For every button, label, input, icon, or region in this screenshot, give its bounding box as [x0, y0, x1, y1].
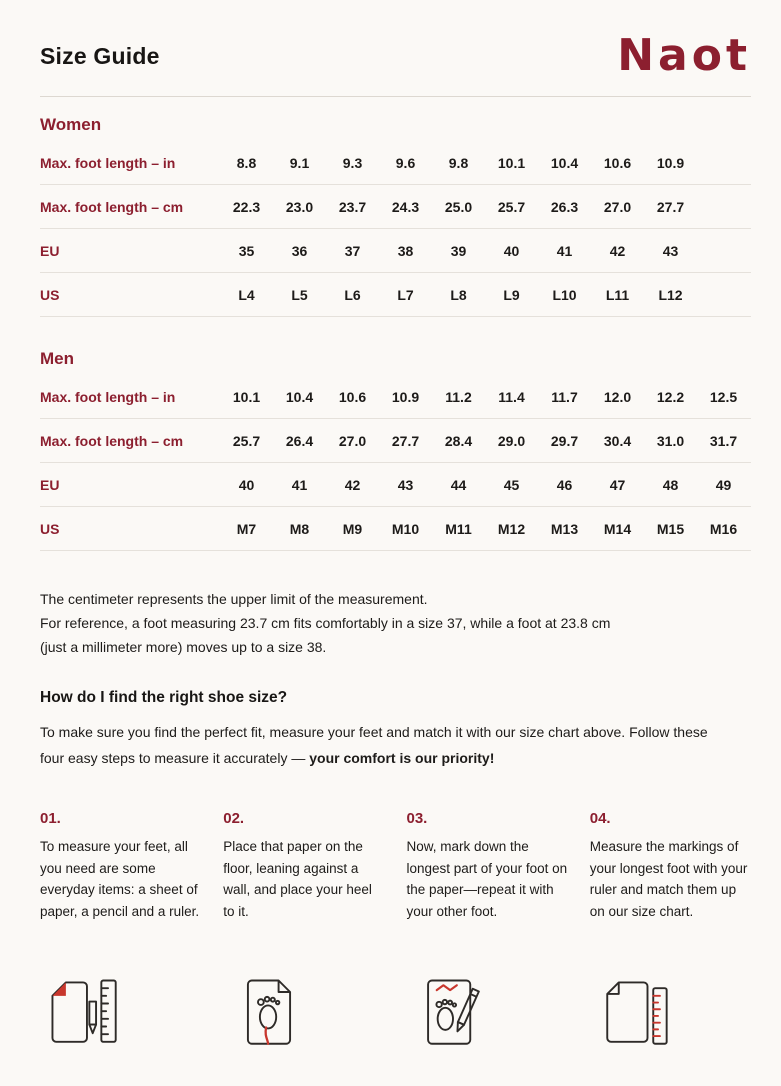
size-cell: 27.0 [338, 432, 367, 449]
size-cell: 31.7 [709, 432, 738, 449]
page-title: Size Guide [40, 42, 160, 69]
step-text: Now, mark down the longest part of your foot on the paper—repeat it with your other foot. [406, 839, 568, 919]
step-number: 03. [406, 810, 428, 828]
size-cell: 25.7 [232, 432, 261, 449]
size-cell: 29.0 [497, 432, 526, 449]
paper-ruler-icon [590, 954, 751, 1062]
table-row [40, 273, 751, 317]
size-cell: 12.2 [656, 388, 685, 405]
size-cell: M16 [709, 520, 738, 537]
paper-pencil-ruler-icon [40, 954, 201, 1062]
size-cell: 28.4 [444, 432, 473, 449]
size-cell: 40 [238, 476, 255, 493]
measurement-note [40, 587, 751, 659]
size-cell: M13 [550, 520, 579, 537]
size-cell: 11.2 [445, 388, 472, 405]
size-cell: 9.8 [448, 154, 469, 171]
size-cell: 43 [397, 476, 414, 493]
size-cell: 47 [609, 476, 626, 493]
size-cell: L4 [238, 286, 255, 303]
size-tables [40, 115, 751, 551]
size-table-women [40, 115, 751, 317]
size-cell: 11.7 [551, 388, 578, 405]
howto-heading: How do I find the right shoe size? [40, 689, 288, 707]
size-cell: 41 [291, 476, 308, 493]
size-cell: 44 [450, 476, 467, 493]
size-cell: 27.7 [656, 198, 685, 215]
size-cell: 25.7 [497, 198, 526, 215]
size-cell: 38 [397, 242, 414, 259]
size-cell: 37 [344, 242, 361, 259]
howto-intro-text: To make sure you find the perfect fit, measure your feet and match it with our size chart above. Follow these four easy steps to measure it accurately — [40, 724, 708, 767]
table-row [40, 419, 751, 463]
size-cell: 10.6 [603, 154, 632, 171]
note-line: The centimeter represents the upper limit of the measurement. [40, 591, 428, 607]
size-cell: 41 [556, 242, 573, 259]
row-label: EU [40, 242, 60, 259]
size-cell: 46 [556, 476, 573, 493]
table-row [40, 463, 751, 507]
step-number: 02. [223, 810, 245, 828]
row-label: US [40, 286, 60, 303]
size-cell: 9.3 [342, 154, 363, 171]
size-cell: 36 [291, 242, 308, 259]
size-cell: 43 [662, 242, 679, 259]
size-cell: 26.4 [285, 432, 314, 449]
size-cell: 11.4 [498, 388, 525, 405]
size-cell: 42 [609, 242, 626, 259]
size-cell: 10.9 [391, 388, 420, 405]
step-04 [590, 810, 751, 1062]
step-text: Place that paper on the floor, leaning against a wall, and place your heel to it. [223, 839, 372, 919]
size-cell: 40 [503, 242, 520, 259]
section-heading: Men [40, 349, 74, 368]
paper-footprint-pencil-icon [407, 954, 568, 1062]
size-cell: 39 [450, 242, 467, 259]
size-cell: M12 [497, 520, 526, 537]
size-cell: 9.6 [395, 154, 416, 171]
row-label: Max. foot length – cm [40, 432, 184, 449]
size-cell: 23.7 [338, 198, 367, 215]
size-cell: 35 [238, 242, 255, 259]
row-label: EU [40, 476, 60, 493]
size-cell: M7 [236, 520, 257, 537]
step-01 [40, 810, 201, 1062]
size-cell: 25.0 [444, 198, 473, 215]
paper-footprint-icon [223, 954, 384, 1062]
table-row [40, 229, 751, 273]
size-cell: 45 [503, 476, 520, 493]
size-cell: 24.3 [391, 198, 420, 215]
step-number: 01. [40, 810, 61, 828]
size-cell: L11 [605, 286, 630, 303]
measuring-steps [40, 810, 751, 1062]
size-cell: 10.4 [285, 388, 314, 405]
step-02 [223, 810, 384, 1062]
size-cell: 9.1 [289, 154, 310, 171]
size-cell: L9 [503, 286, 520, 303]
size-cell: 8.8 [236, 154, 257, 171]
step-text: Measure the markings of your longest foot with your ruler and match them up on our size chart. [589, 839, 748, 919]
size-cell: L10 [552, 286, 577, 303]
size-cell: 42 [344, 476, 361, 493]
size-cell: M9 [342, 520, 363, 537]
size-table-men [40, 349, 751, 551]
step-03 [407, 810, 568, 1062]
row-label: US [40, 520, 60, 537]
size-cell: M11 [445, 520, 472, 537]
size-cell: 30.4 [603, 432, 632, 449]
table-row [40, 375, 751, 419]
size-cell: 31.0 [656, 432, 685, 449]
table-row [40, 185, 751, 229]
size-cell: M15 [656, 520, 685, 537]
size-cell: 22.3 [232, 198, 261, 215]
size-cell: 10.1 [497, 154, 526, 171]
size-cell: 27.0 [603, 198, 632, 215]
size-cell: 27.7 [391, 432, 420, 449]
naot-logo: Naot [617, 30, 751, 81]
howto-intro [40, 720, 712, 772]
size-cell: M14 [603, 520, 632, 537]
table-row [40, 507, 751, 551]
size-cell: L7 [397, 286, 414, 303]
size-cell: M10 [391, 520, 420, 537]
page-header [40, 30, 751, 81]
size-cell: L6 [344, 286, 361, 303]
step-number: 04. [589, 810, 611, 828]
size-cell: 12.5 [709, 388, 738, 405]
note-line: For reference, a foot measuring 23.7 cm fits comfortably in a size 37, while a foot at 23.8 cm [40, 615, 611, 632]
note-line: (just a millimeter more) moves up to a size 38. [40, 639, 327, 656]
size-cell: L5 [291, 286, 308, 303]
size-cell: 10.4 [550, 154, 579, 171]
size-cell: 48 [662, 476, 679, 493]
size-cell: 23.0 [285, 198, 314, 215]
size-cell: L12 [658, 286, 683, 303]
size-cell: 10.1 [232, 388, 261, 405]
row-label: Max. foot length – in [40, 154, 176, 171]
step-text: To measure your feet, all you need are some everyday items: a sheet of paper, a pencil and a ruler. [40, 839, 200, 919]
header-divider [40, 96, 751, 97]
table-row [40, 141, 751, 185]
size-cell: 10.6 [338, 388, 367, 405]
size-cell: 12.0 [603, 388, 632, 405]
section-heading: Women [40, 115, 102, 134]
size-cell: M8 [289, 520, 310, 537]
size-cell: 26.3 [550, 198, 579, 215]
row-label: Max. foot length – in [40, 388, 176, 405]
size-cell: 10.9 [656, 154, 685, 171]
size-cell: 29.7 [550, 432, 579, 449]
size-cell: L8 [450, 286, 467, 303]
howto-intro-bold: your comfort is our priority! [309, 750, 495, 767]
row-label: Max. foot length – cm [40, 198, 184, 215]
size-cell: 49 [715, 476, 732, 493]
